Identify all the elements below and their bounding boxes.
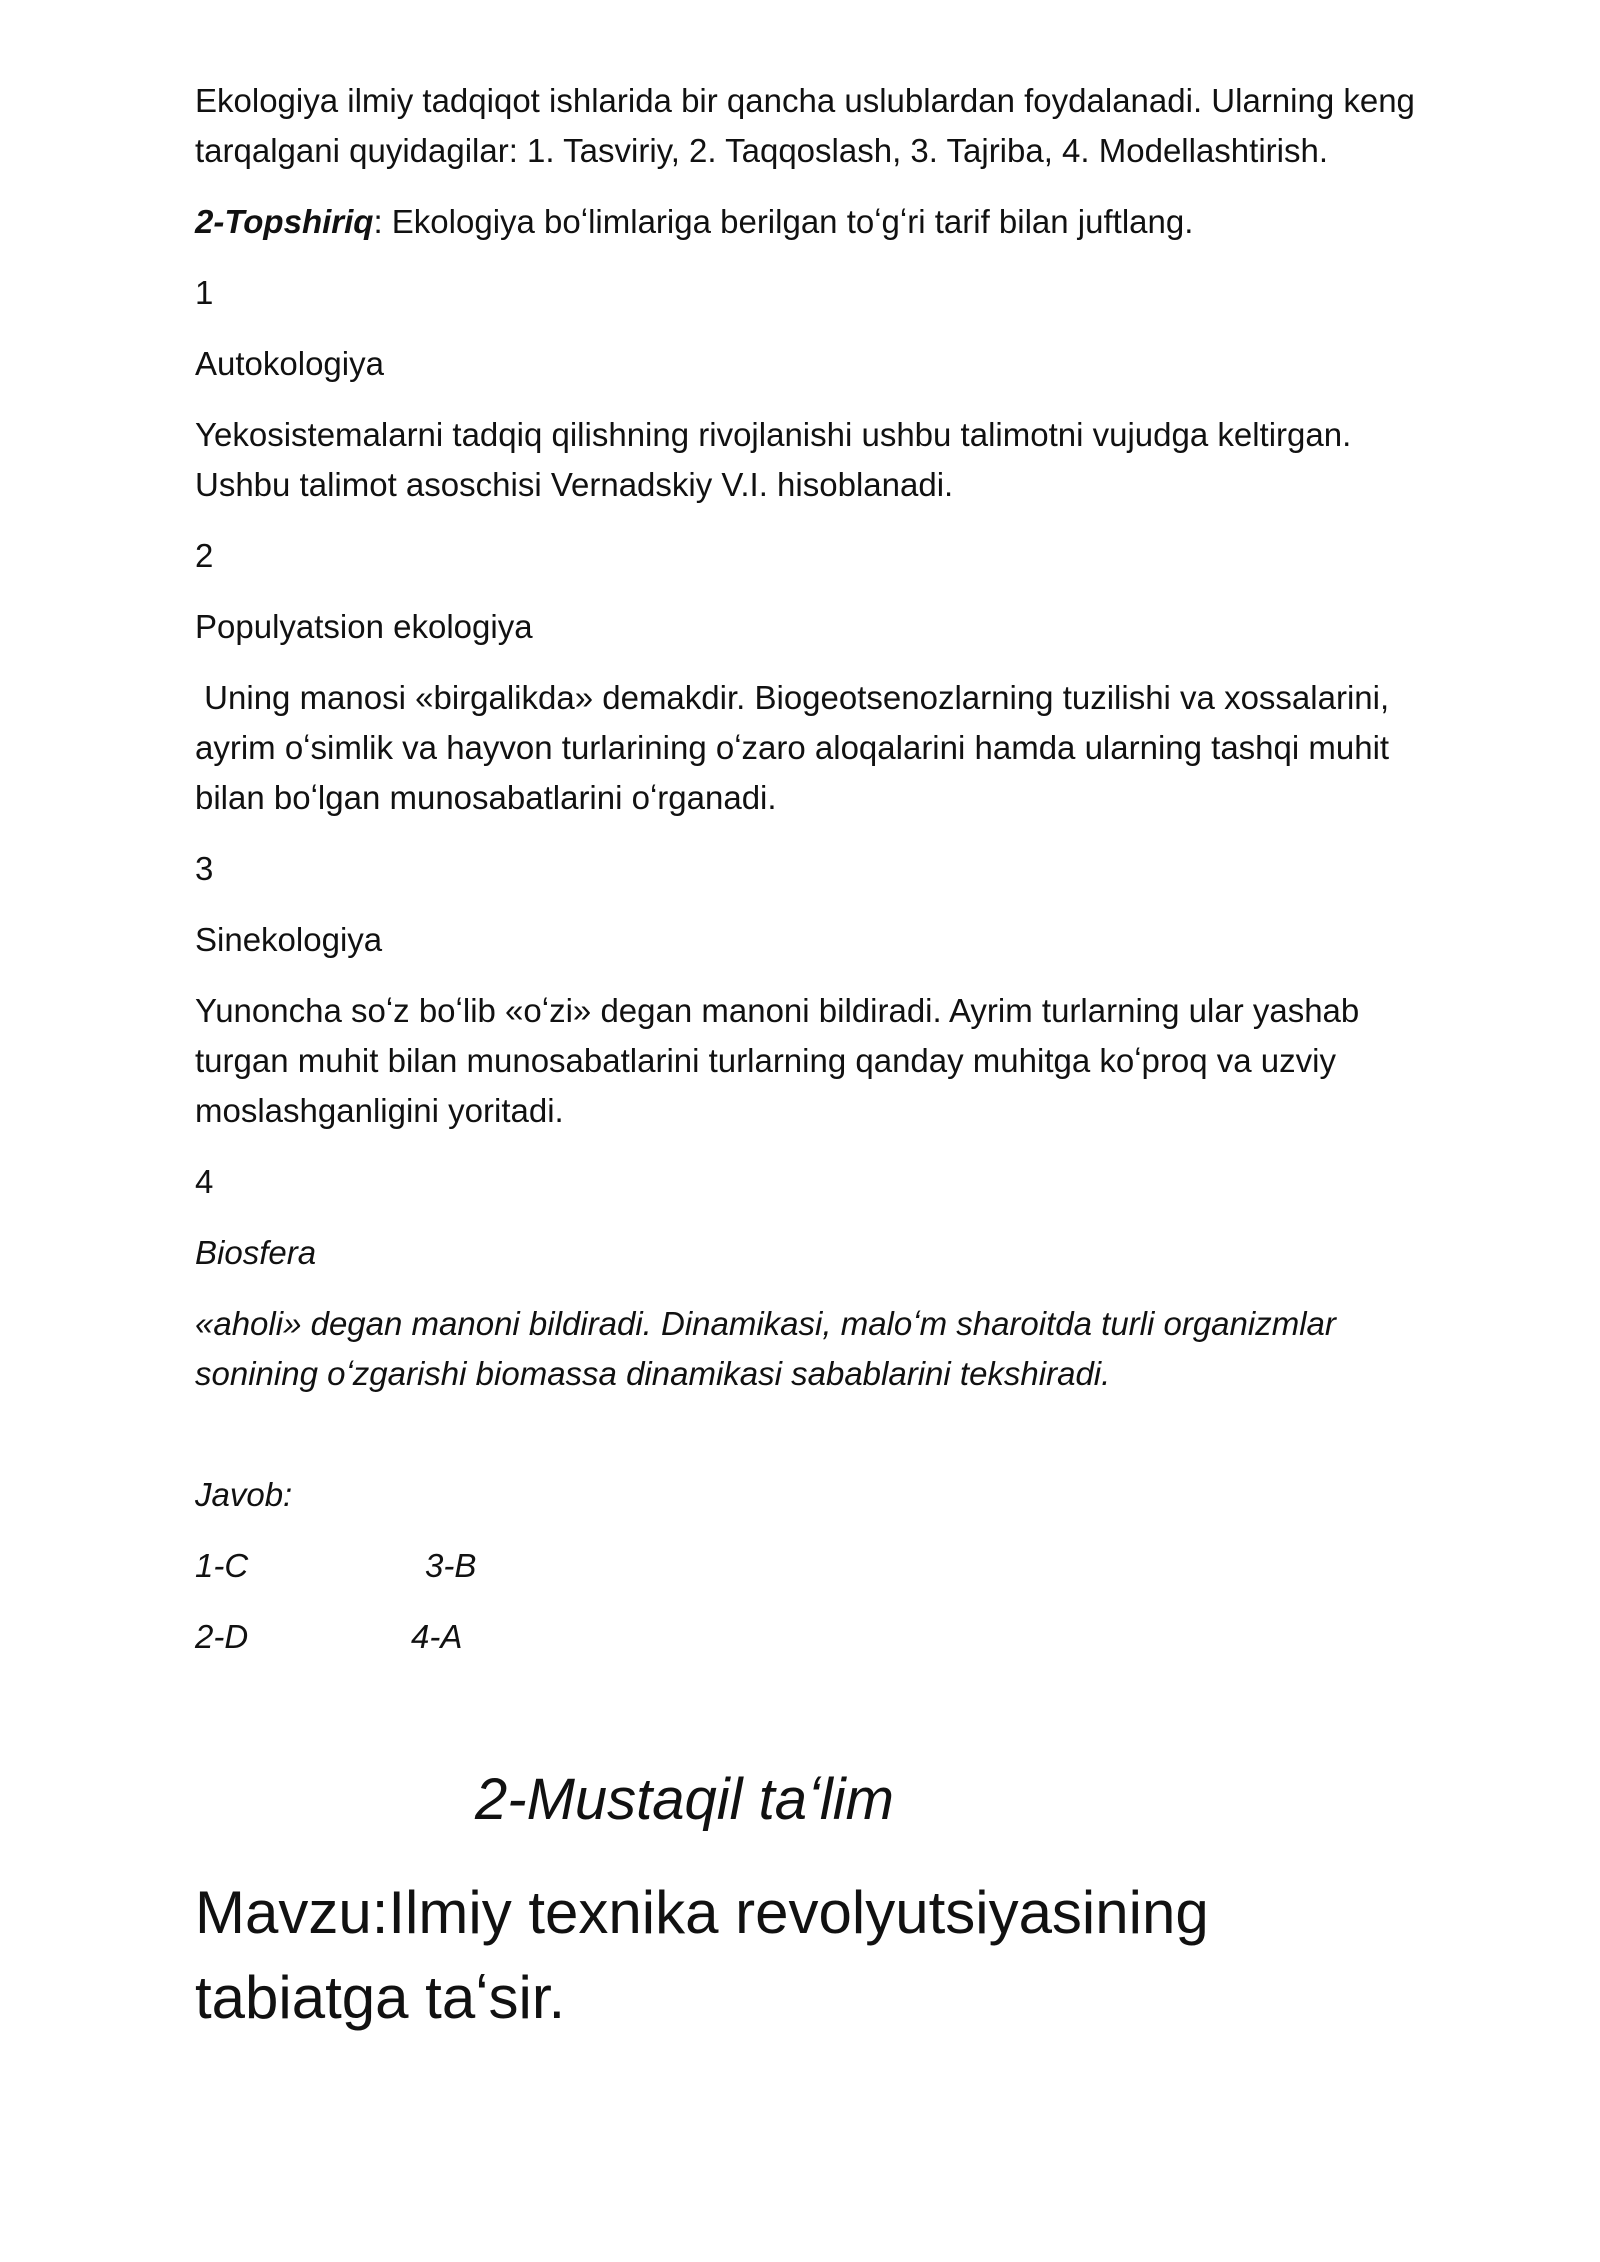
item-number: 4 — [195, 1163, 214, 1200]
item-number: 1 — [195, 274, 214, 311]
item-definition: Uning manosi «birgalikda» demakdir. Biogeotsenozlarning tuzilishi va xossalarini, ayrim oʻsimlik va hayvon turlarining oʻzaro aloqalarini hamda ularning tashqi muhit bilan boʻlgan munosabatlarini oʻrganadi. — [195, 679, 1399, 816]
answer-pair: 4-A — [411, 1618, 463, 1655]
item-definition: Yekosistemalarni tadqiq qilishning rivojlanishi ushbu talimotni vujudga keltirgan. Ushbu talimot asoschisi Vernadskiy V.I. hisoblanadi. — [195, 416, 1361, 503]
item-number: 2 — [195, 537, 214, 574]
item-term: Sinekologiya — [195, 921, 383, 958]
answer-label: Javob: — [195, 1476, 293, 1513]
section-subheading: 2-Mustaqil taʻlim — [475, 1767, 894, 1832]
intro-paragraph: Ekologiya ilmiy tadqiqot ishlarida bir qancha uslublardan foydalanadi. Ularning keng tarqalgani quyidagilar: 1. Tasviriy, 2. Taqqoslash, 3. Tajriba, 4. Modellashtirish. — [195, 82, 1425, 169]
item-number: 3 — [195, 850, 214, 887]
item-term: Autokologiya — [195, 345, 384, 382]
answer-pair: 3-B — [425, 1547, 477, 1584]
item-term: Populyatsion ekologiya — [195, 608, 533, 645]
item-term: Biosfera — [195, 1234, 317, 1271]
document-body — [195, 76, 1425, 1683]
item-definition: «aholi» degan manoni bildiradi. Dinamikasi, maloʻm sharoitda turli organizmlar sonining oʻzgarishi biomassa dinamikasi sabablarini tekshiradi. — [195, 1305, 1346, 1392]
item-definition: Yunoncha soʻz boʻlib «oʻzi» degan manoni bildiradi. Ayrim turlarning ular yashab turgan muhit bilan munosabatlarini turlarning qanday muhitga koʻproq va uzviy moslashganligini yoritadi. — [195, 992, 1369, 1129]
answer-row — [195, 1612, 1425, 1662]
spacer — [195, 1420, 1425, 1470]
answer-pair: 2-D — [195, 1618, 249, 1655]
task-label: 2-Topshiriq — [195, 203, 374, 240]
task-text: : Ekologiya boʻlimlariga berilgan toʻgʻri tarif bilan juftlang. — [373, 203, 1194, 240]
answer-row — [195, 1541, 1425, 1591]
topic-heading: Mavzu:Ilmiy texnika revolyutsiyasining tabiatga taʻsir. — [195, 1879, 1209, 2031]
answer-pair: 1-C — [195, 1547, 249, 1584]
task-paragraph — [195, 197, 1425, 247]
